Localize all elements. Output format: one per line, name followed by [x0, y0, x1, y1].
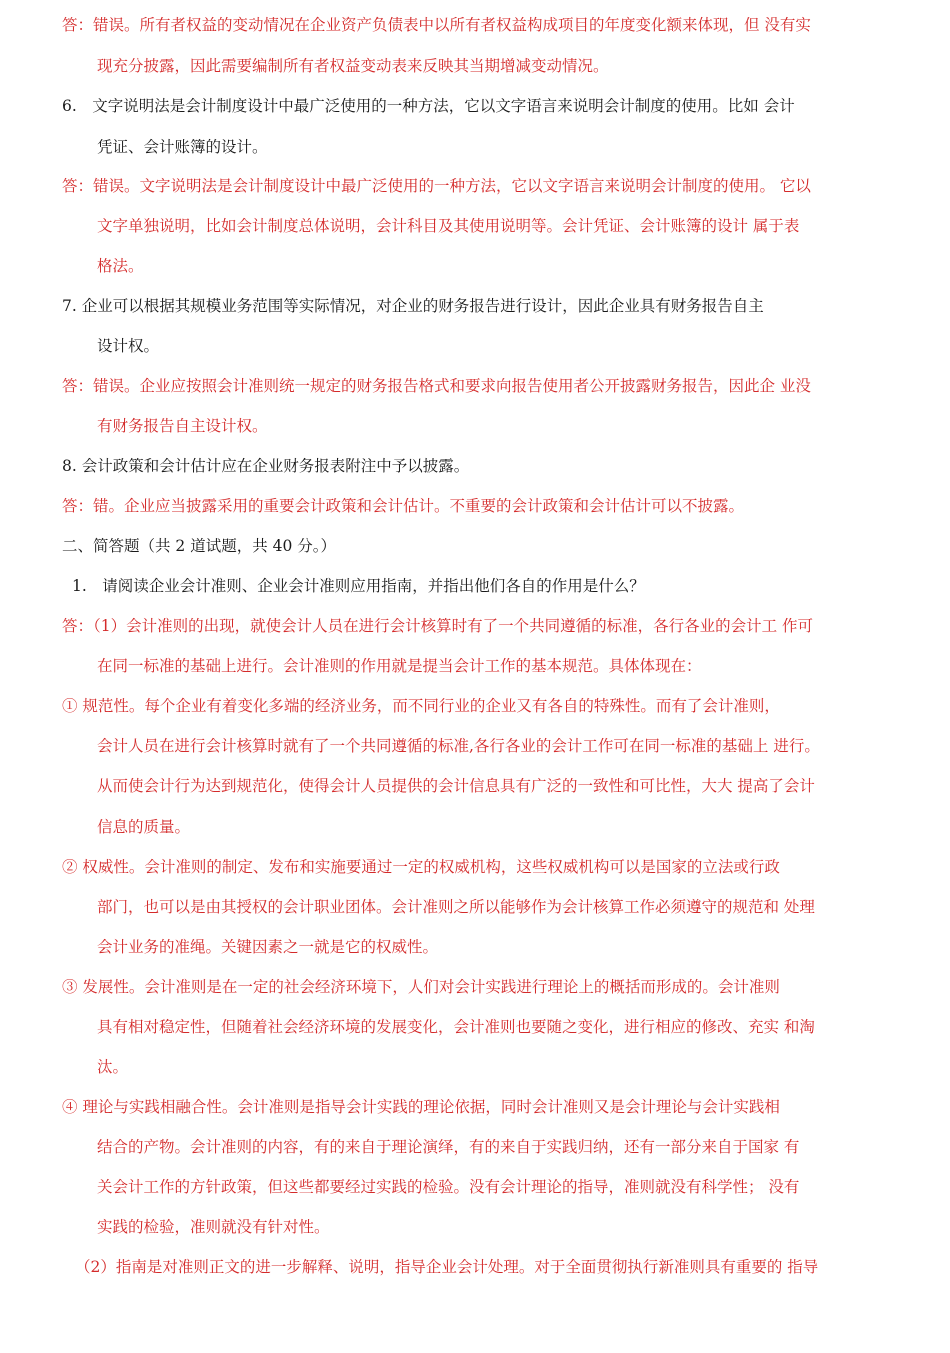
question-line: 6. 文字说明法是会计制度设计中最广泛使用的一种方法，它以文字语言来说明会计制度的使用。比如 会计: [62, 97, 795, 115]
answer-line: ② 权威性。会计准则的制定、发布和实施要通过一定的权威机构，这些权威机构可以是国家的立法或行政: [62, 858, 780, 876]
answer-line: 在同一标准的基础上进行。会计准则的作用就是提当会计工作的基本规范。具体体现在：: [97, 657, 702, 675]
answer-line: 答：错误。所有者权益的变动情况在企业资产负债表中以所有者权益构成项目的年度变化额来体现，但 没有实: [62, 16, 811, 34]
answer-line: ④ 理论与实践相融合性。会计准则是指导会计实践的理论依据，同时会计准则又是会计理论与会计实践相: [62, 1098, 780, 1116]
answer-line: 格法。: [97, 257, 144, 275]
question-line: 8. 会计政策和会计估计应在企业财务报表附注中予以披露。: [62, 457, 470, 475]
answer-line: （2）指南是对准则正文的进一步解释、说明，指导企业会计处理。对于全面贯彻执行新准则具有重要的 指导: [75, 1258, 819, 1276]
answer-line: 汰。: [97, 1058, 129, 1076]
answer-line: 现充分披露，因此需要编制所有者权益变动表来反映其当期增减变动情况。: [97, 57, 609, 75]
question-line: 1. 请阅读企业会计准则、企业会计准则应用指南，并指出他们各自的作用是什么？: [72, 577, 645, 595]
section-heading: 二、简答题（共 2 道试题，共 40 分。）: [62, 537, 337, 555]
answer-line: 部门，也可以是由其授权的会计职业团体。会计准则之所以能够作为会计核算工作必须遵守的规范和 处理: [97, 898, 815, 916]
answer-line: 关会计工作的方针政策，但这些都要经过实践的检验。没有会计理论的指导，准则就没有科学性； 没有: [97, 1178, 800, 1196]
answer-line: 答：错误。文字说明法是会计制度设计中最广泛使用的一种方法，它以文字语言来说明会计制度的使用。 它以: [62, 177, 811, 195]
answer-line: 答：（1）会计准则的出现，就使会计人员在进行会计核算时有了一个共同遵循的标准，各行各业的会计工 作可: [62, 617, 814, 635]
answer-line: ③ 发展性。会计准则是在一定的社会经济环境下，人们对会计实践进行理论上的概括而形成的。会计准则: [62, 978, 780, 996]
answer-line: 结合的产物。会计准则的内容，有的来自于理论演绎，有的来自于实践归纳，还有一部分来自于国家 有: [97, 1138, 800, 1156]
answer-line: 答：错。企业应当披露采用的重要会计政策和会计估计。不重要的会计政策和会计估计可以不披露。: [62, 497, 745, 515]
answer-line: 有财务报告自主设计权。: [97, 417, 268, 435]
answer-line: 具有相对稳定性，但随着社会经济环境的发展变化，会计准则也要随之变化，进行相应的修改、充实 和淘: [97, 1018, 815, 1036]
answer-line: 会计业务的准绳。关键因素之一就是它的权威性。: [97, 938, 439, 956]
answer-line: 文字单独说明，比如会计制度总体说明，会计科目及其使用说明等。会计凭证、会计账簿的设计 属于表: [97, 217, 800, 235]
answer-line: 信息的质量。: [97, 818, 191, 836]
question-line: 凭证、会计账簿的设计。: [97, 138, 268, 156]
question-line: 设计权。: [97, 337, 160, 355]
answer-line: 实践的检验，准则就没有针对性。: [97, 1218, 330, 1236]
answer-line: ① 规范性。每个企业有着变化多端的经济业务，而不同行业的企业又有各自的特殊性。而有了会计准则，: [62, 697, 780, 715]
answer-line: 会计人员在进行会计核算时就有了一个共同遵循的标准,各行各业的会计工作可在同一标准的基础上 进行。: [97, 737, 820, 755]
question-line: 7. 企业可以根据其规模业务范围等实际情况，对企业的财务报告进行设计，因此企业具有财务报告自主: [62, 297, 764, 315]
answer-line: 从而使会计行为达到规范化，使得会计人员提供的会计信息具有广泛的一致性和可比性，大大 提高了会计: [97, 777, 815, 795]
answer-line: 答：错误。企业应按照会计准则统一规定的财务报告格式和要求向报告使用者公开披露财务报告，因此企 业没: [62, 377, 811, 395]
